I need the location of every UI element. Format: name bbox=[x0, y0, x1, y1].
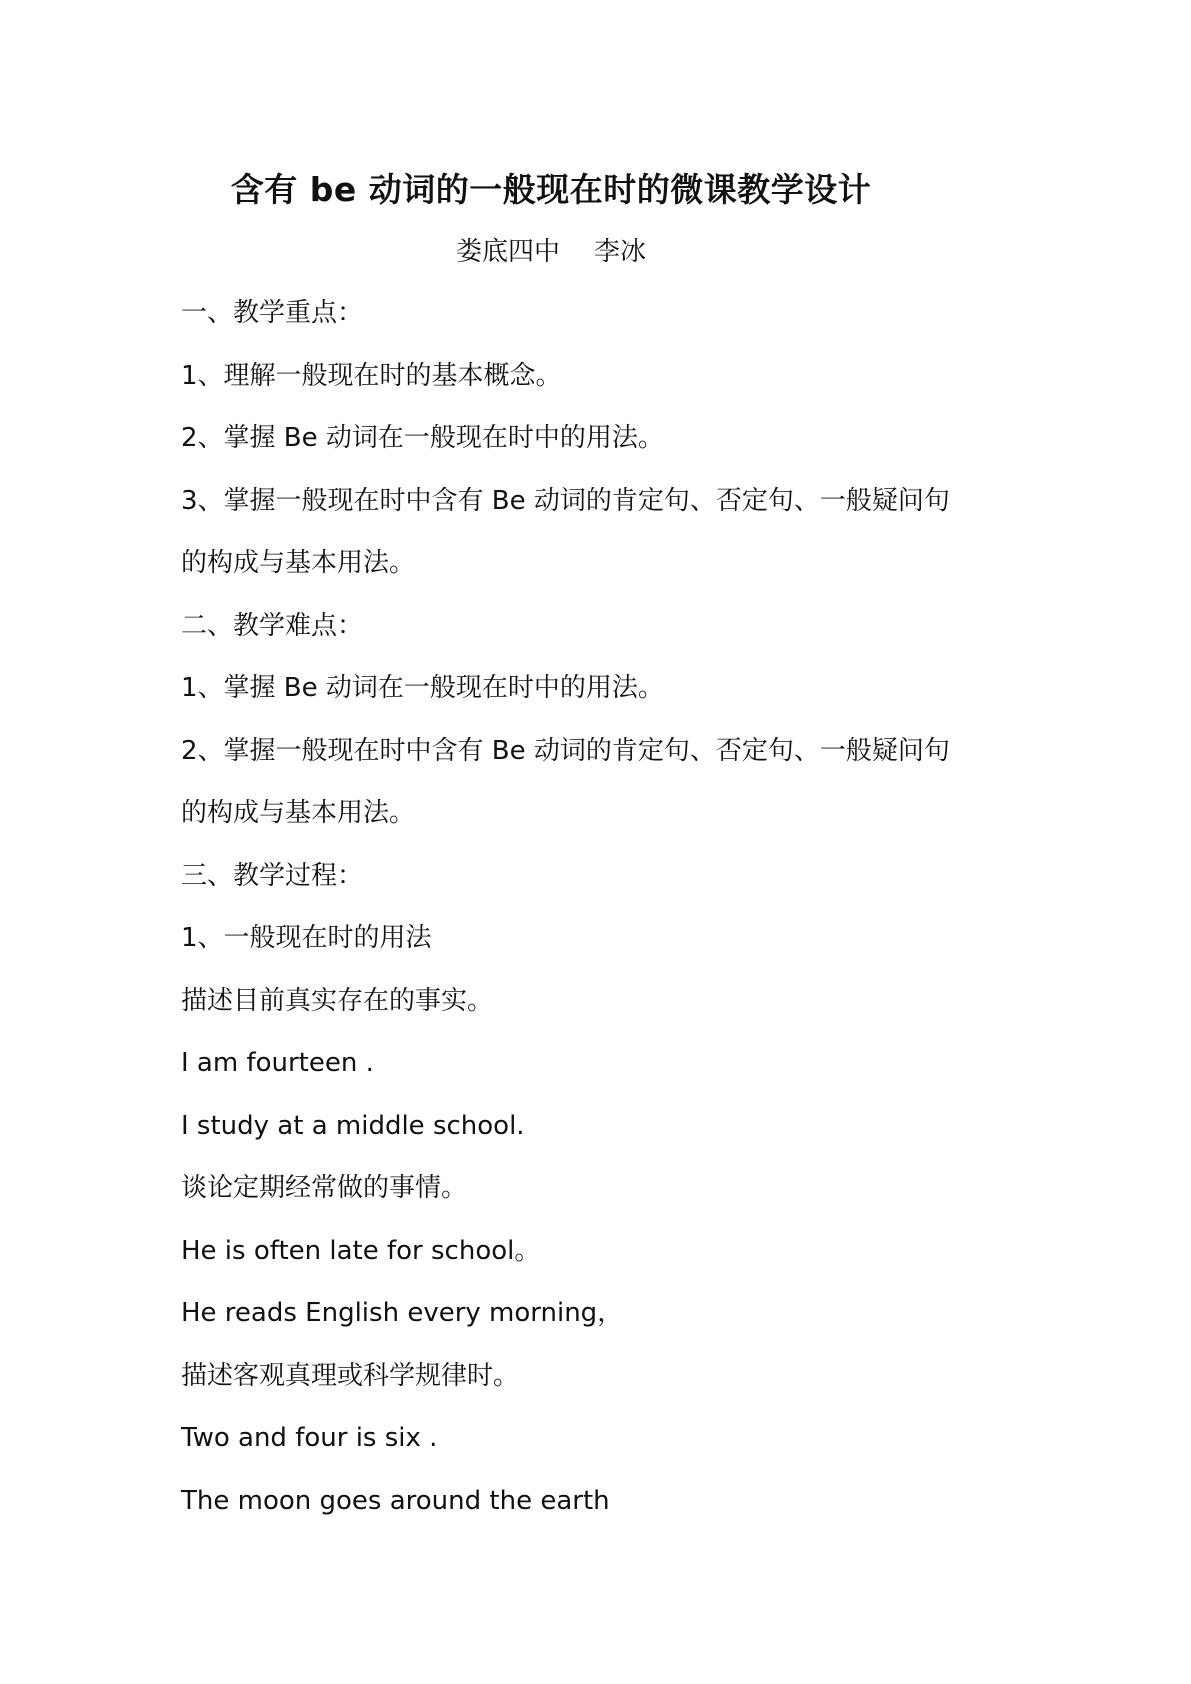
list-item: 1、理解一般现在时的基本概念。 bbox=[181, 360, 562, 391]
list-item: 1、掌握 Be 动词在一般现在时中的用法。 bbox=[181, 673, 664, 703]
example-sentence: The moon goes around the earth bbox=[181, 1485, 610, 1516]
document-header bbox=[181, 159, 921, 283]
list-item-continuation: 的构成与基本用法。 bbox=[181, 548, 416, 578]
author-name: 李冰 bbox=[594, 237, 647, 267]
list-item: 3、掌握一般现在时中含有 Be 动词的肯定句、否定句、一般疑问句 bbox=[181, 485, 950, 516]
list-item: 2、掌握一般现在时中含有 Be 动词的肯定句、否定句、一般疑问句 bbox=[181, 735, 950, 766]
usage-description: 谈论定期经常做的事情。 bbox=[181, 1173, 468, 1203]
document-body bbox=[181, 282, 1081, 1532]
example-sentence: I am fourteen . bbox=[181, 1048, 374, 1078]
usage-description: 描述目前真实存在的事实。 bbox=[181, 985, 494, 1016]
section-heading-key-points: 一、教学重点： bbox=[181, 298, 364, 328]
example-sentence: Two and four is six . bbox=[181, 1423, 438, 1453]
list-item: 1、一般现在时的用法 bbox=[181, 923, 432, 953]
usage-description: 描述客观真理或科学规律时。 bbox=[181, 1360, 520, 1391]
section-heading-process: 三、教学过程： bbox=[181, 860, 364, 891]
example-sentence: He is often late for school。 bbox=[181, 1235, 541, 1266]
example-sentence: I study at a middle school. bbox=[181, 1110, 525, 1141]
list-item: 2、掌握 Be 动词在一般现在时中的用法。 bbox=[181, 423, 664, 453]
byline bbox=[181, 221, 921, 283]
school-name: 娄底四中 bbox=[455, 237, 560, 267]
document-title: 含有 be 动词的一般现在时的微课教学设计 bbox=[230, 170, 872, 209]
section-heading-difficulties: 二、教学难点： bbox=[181, 610, 364, 641]
list-item-continuation: 的构成与基本用法。 bbox=[181, 798, 416, 828]
example-sentence: He reads English every morning， bbox=[181, 1298, 624, 1328]
